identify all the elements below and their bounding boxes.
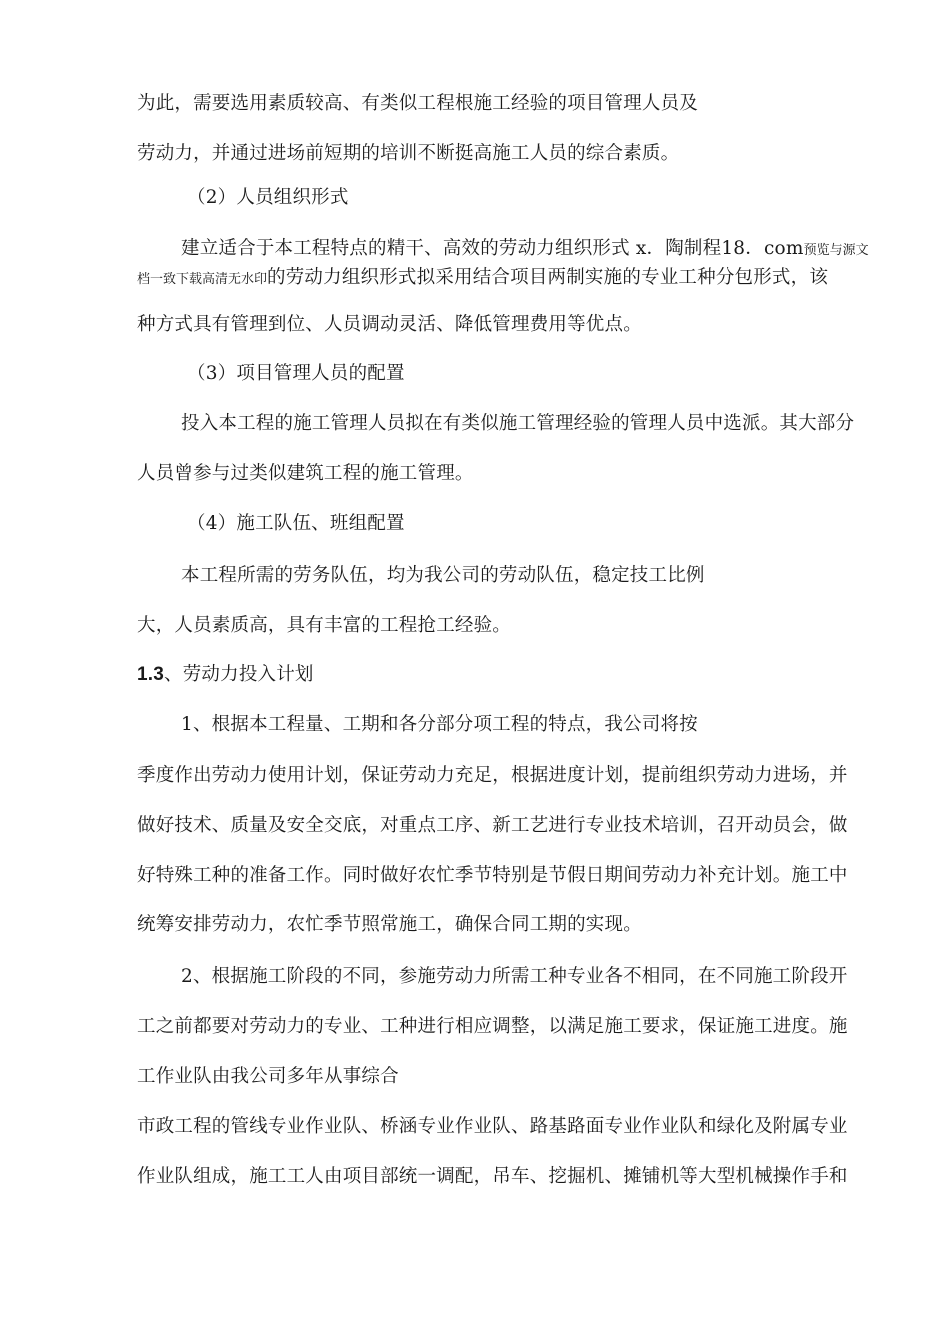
paragraph-5-line-3: 做好技术、质量及安全交底，对重点工序、新工艺进行专业技术培训，召开动员会，做	[137, 815, 848, 836]
paragraph-1-line-1: 为此，需要选用素质较高、有类似工程根施工经验的项目管理人员及	[137, 93, 699, 114]
paragraph-2-line-1-text: 建立适合于本工程特点的精干、高效的劳动力组织形式 x．陶制程18．com	[181, 238, 804, 259]
paragraph-6-line-1: 2、根据施工阶段的不同，参施劳动力所需工种专业各不相同，在不同施工阶段开	[181, 966, 848, 987]
paragraph-5-line-5: 统筹安排劳动力，农忙季节照常施工，确保合同工期的实现。	[137, 914, 642, 935]
paragraph-4-line-1: 本工程所需的劳务队伍，均为我公司的劳动队伍，稳定技工比例	[181, 565, 705, 586]
subheading-2: （2）人员组织形式	[187, 187, 349, 208]
paragraph-1-line-2: 劳动力，并通过进场前短期的培训不断挺高施工人员的综合素质。	[137, 143, 680, 164]
paragraph-6-line-3: 工作业队由我公司多年从事综合	[137, 1066, 399, 1087]
paragraph-2-line-2	[137, 266, 828, 292]
watermark-note-1: 预览与源文	[803, 243, 869, 258]
watermark-note-2: 档一致下载高清无水印	[137, 272, 268, 287]
paragraph-2-line-1	[181, 237, 869, 263]
section-heading-1-3	[137, 663, 314, 687]
paragraph-6-line-4: 市政工程的管线专业作业队、桥涵专业作业队、路基路面专业作业队和绿化及附属专业	[137, 1116, 848, 1137]
paragraph-5-line-2: 季度作出劳动力使用计划，保证劳动力充足，根据进度计划，提前组织劳动力进场，并	[137, 765, 848, 786]
paragraph-6-line-5: 作业队组成，施工工人由项目部统一调配，吊车、挖掘机、摊铺机等大型机械操作手和	[137, 1166, 848, 1187]
paragraph-4-line-2: 大，人员素质高，具有丰富的工程抢工经验。	[137, 615, 512, 636]
paragraph-2-line-2-text: 的劳动力组织形式拟采用结合项目两制实施的专业工种分包形式，该	[267, 267, 829, 288]
subheading-4: （4）施工队伍、班组配置	[187, 513, 405, 534]
section-number: 1.3	[137, 664, 165, 685]
paragraph-2-line-3: 种方式具有管理到位、人员调动灵活、降低管理费用等优点。	[137, 314, 642, 335]
paragraph-6-line-2: 工之前都要对劳动力的专业、工种进行相应调整，以满足施工要求，保证施工进度。施	[137, 1016, 848, 1037]
paragraph-5-line-1: 1、根据本工程量、工期和各分部分项工程的特点，我公司将按	[181, 714, 698, 735]
paragraph-3-line-1: 投入本工程的施工管理人员拟在有类似施工管理经验的管理人员中选派。其大部分	[181, 413, 855, 434]
section-title: 、劳动力投入计划	[164, 664, 314, 685]
paragraph-3-line-2: 人员曾参与过类似建筑工程的施工管理。	[137, 463, 474, 484]
paragraph-5-line-4: 好特殊工种的准备工作。同时做好农忙季节特别是节假日期间劳动力补充计划。施工中	[137, 865, 848, 886]
subheading-3: （3）项目管理人员的配置	[187, 363, 405, 384]
